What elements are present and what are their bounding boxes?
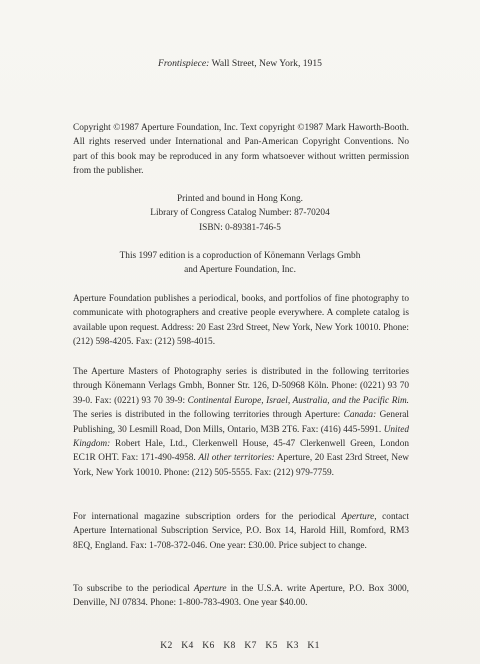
distribution-mid: The series is distributed in the following territories through Aperture: bbox=[73, 410, 341, 421]
magazine-after: contact Aperture International Subscription Service, P.O. Box 14, Harold Hill, Romford, RM3 8EQ, England. Fax: 1-708-372-046. One year: £30.00. Price subject to change. bbox=[73, 512, 410, 551]
catalog-number: Library of Congress Catalog Number: 87-70204 bbox=[150, 208, 330, 219]
territory-list: Continental Europe, Israel, Australia, and the Pacific Rim. bbox=[187, 395, 409, 406]
distribution-intro: The Aperture Masters of Photography series is distributed in the following territories through Könemann Verlags Gmbh, Bonner Str. 126, D-50968 Köln. Phone: (0221) 93 70 39-0. Fax: (0221) 93 70 39-9: bbox=[73, 367, 409, 406]
edition-line-2: and Aperture Foundation, Inc. bbox=[184, 265, 296, 276]
subscribe-before: To subscribe to the periodical bbox=[73, 584, 190, 594]
uk-address: Robert Hale, Ltd., Clerkenwell House, 45-47 Clerkenwell Green, London EC1R OHT. Fax: 171-490-4958. bbox=[73, 439, 409, 464]
magazine-title: Aperture, bbox=[341, 512, 377, 522]
canada-address: General Publishing, 30 Lesmill Road, Don Mills, Ontario, M3B 2T6. Fax: (416) 445-5991. bbox=[73, 410, 410, 435]
canada-label: Canada: bbox=[343, 410, 377, 421]
printing-line: Printed and bound in Hong Kong. bbox=[176, 194, 304, 204]
other-address: Aperture, 20 East 23rd Street, New York, New York 10010. Phone: (212) 505-5555. Fax: (212) 979-7759. bbox=[73, 453, 409, 478]
isbn: ISBN: 0-89381-746-5 bbox=[199, 222, 281, 233]
frontispiece-label: Frontispiece: bbox=[158, 58, 210, 69]
frontispiece-text: Wall Street, New York, 1915 bbox=[211, 58, 322, 69]
frontispiece-caption bbox=[0, 57, 480, 70]
print-codes: K2 K4 K6 K8 K7 K5 K3 K1 bbox=[160, 640, 320, 651]
uk-label: United Kingdom: bbox=[73, 424, 409, 450]
subscribe-title: Aperture bbox=[193, 584, 227, 594]
subscribe-paragraph bbox=[73, 582, 409, 611]
subscribe-after: in the U.S.A. write Aperture, P.O. Box 3000, Denville, NJ 07834. Phone: 1-800-783-4903. One year $40.00. bbox=[73, 584, 409, 609]
distribution-paragraph bbox=[73, 365, 409, 480]
magazine-paragraph bbox=[73, 510, 409, 553]
printing-info bbox=[0, 192, 480, 235]
edition-info bbox=[0, 249, 480, 278]
magazine-before: For international magazine subscription orders for the periodical bbox=[73, 512, 336, 522]
edition-line-1: This 1997 edition is a coproduction of Könemann Verlags Gmbh bbox=[119, 251, 361, 261]
foundation-paragraph: Aperture Foundation publishes a periodical, books, and portfolios of fine photography to communicate with photographers and creative people everywhere. A complete catalog is available upon request. Address: 20 East 23rd Street, New York, New York 10010. Phone: (212) 598-4205. Fax: (212) 598-4015. bbox=[73, 294, 409, 348]
other-label: All other territories: bbox=[198, 453, 275, 464]
copyright-paragraph: Copyright ©1987 Aperture Foundation, Inc. Text copyright ©1987 Mark Haworth-Booth. All rights reserved under International and Pan-American Copyright Conventions. No part of this book may be reproduced in any form whatsoever without written permission from the publisher. bbox=[73, 123, 409, 177]
